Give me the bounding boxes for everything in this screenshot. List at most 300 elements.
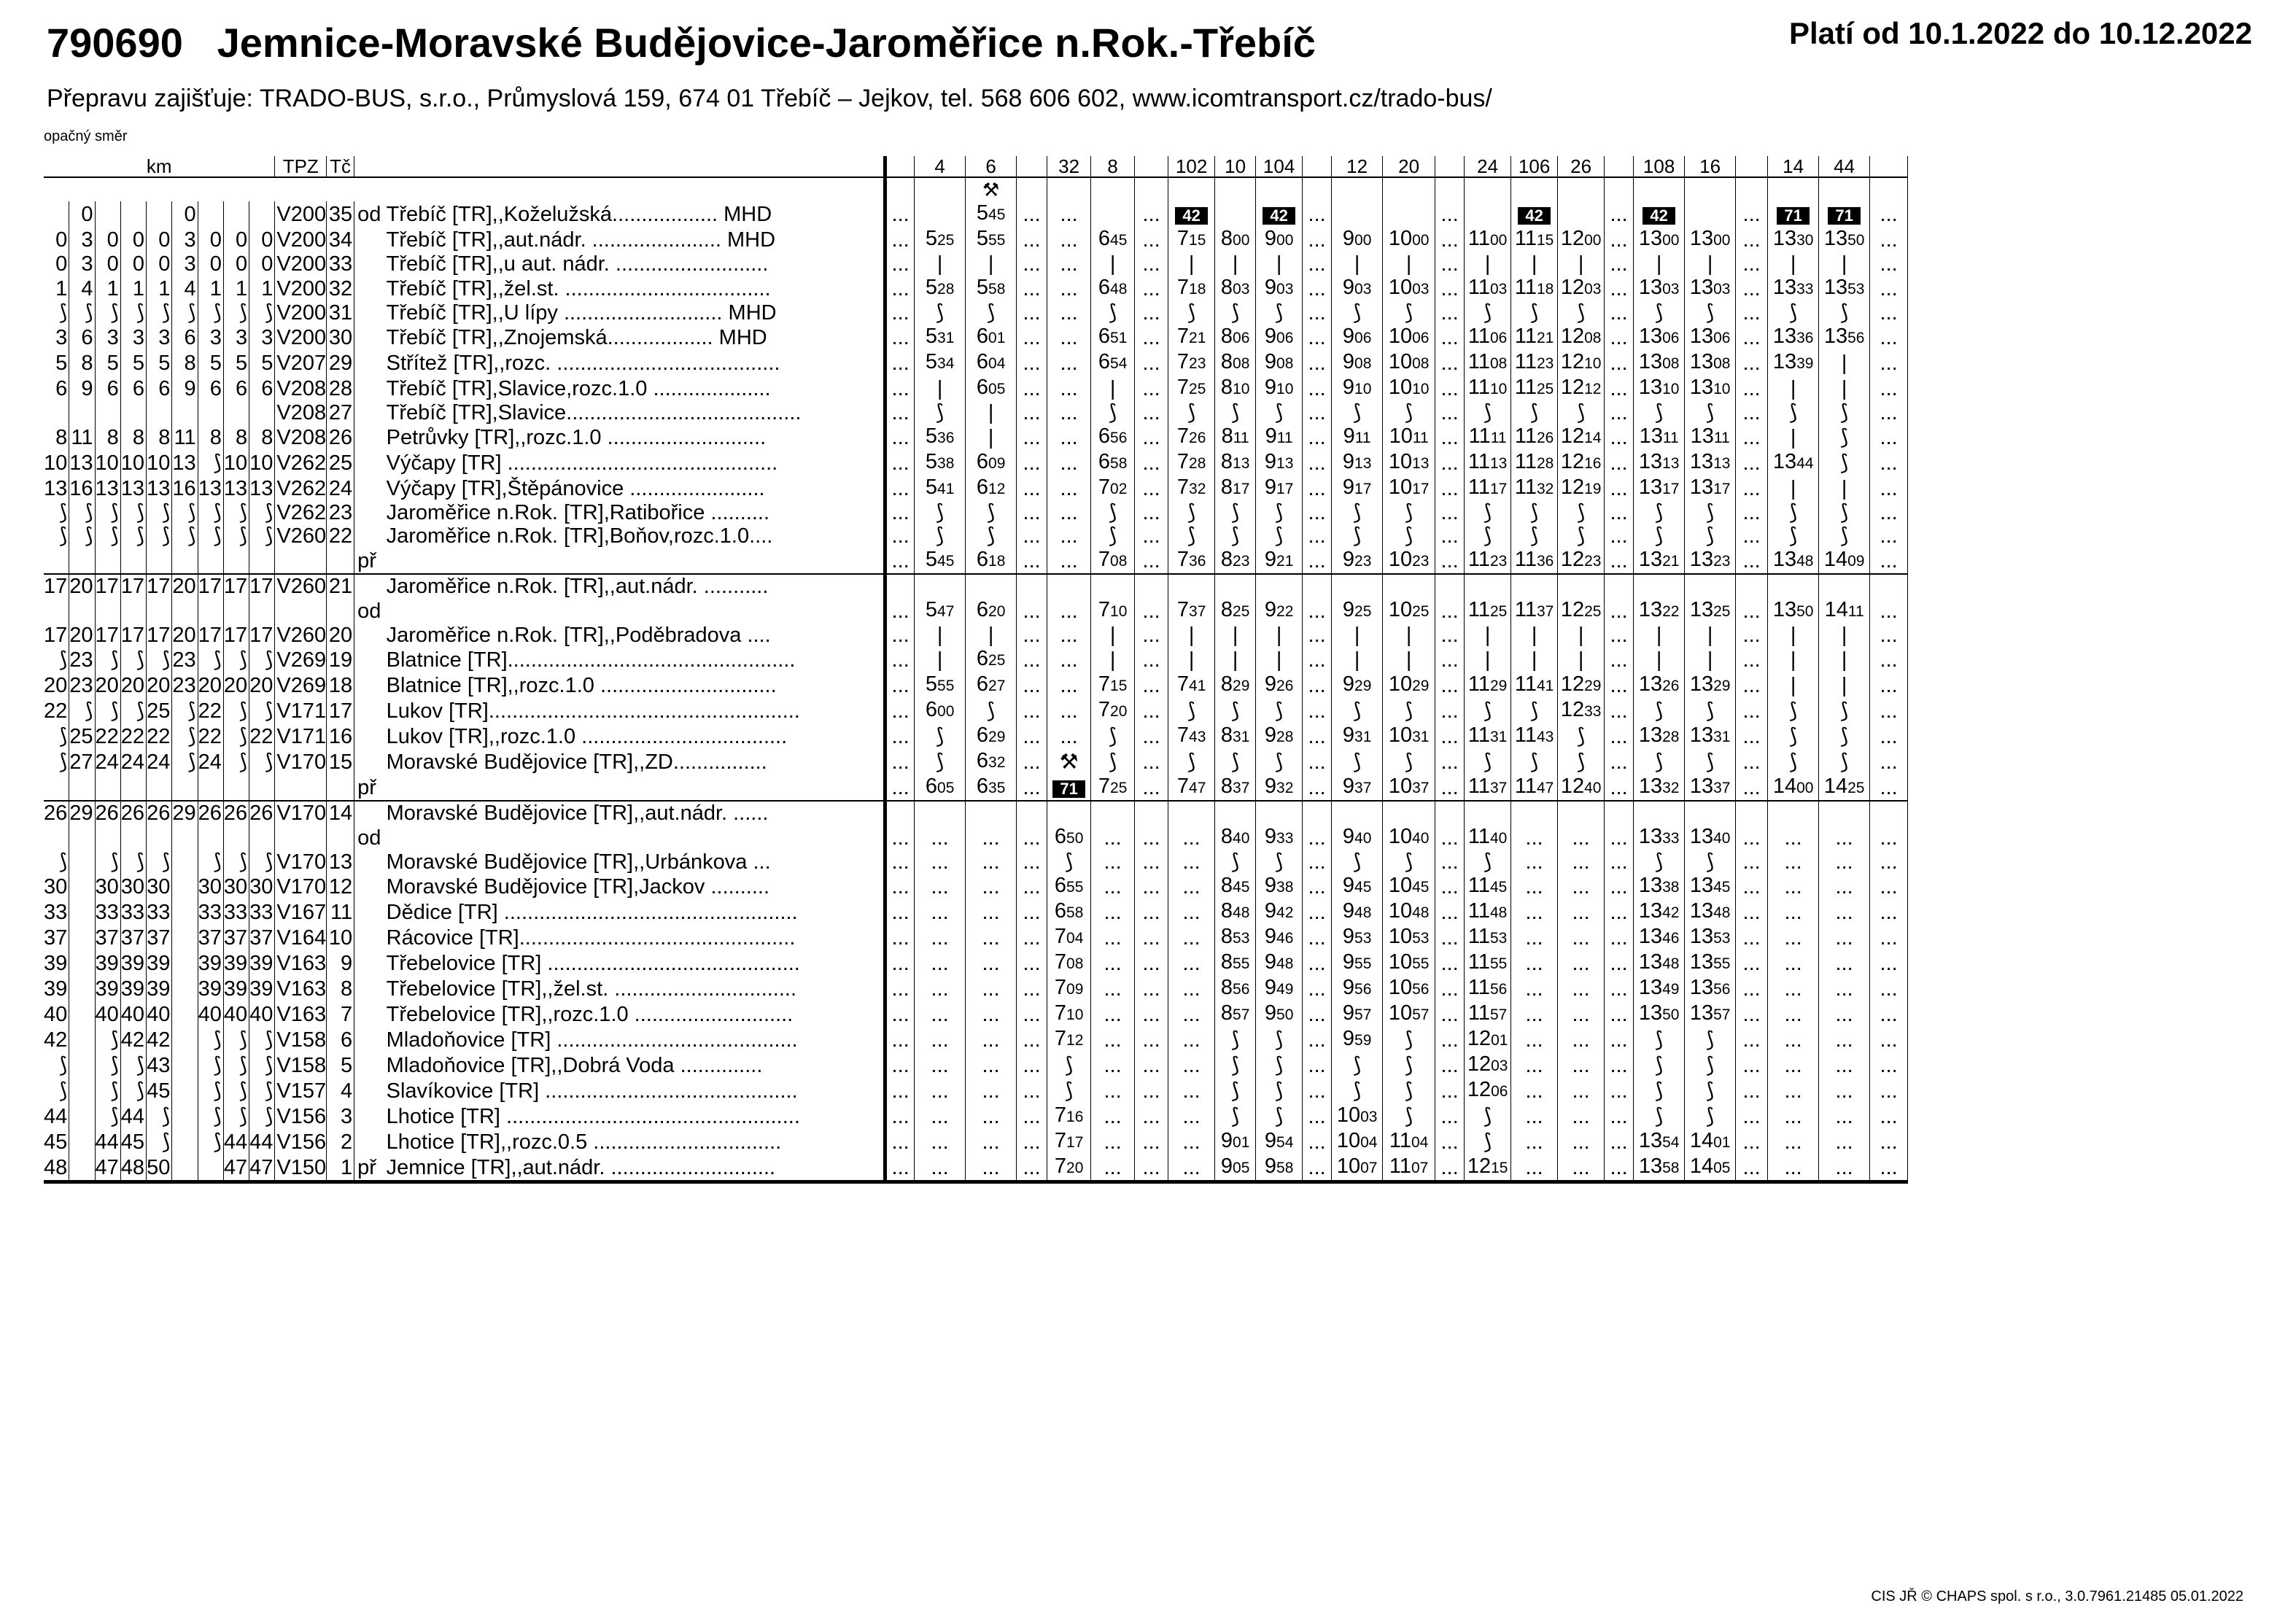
departure-time: ... (1819, 950, 1870, 976)
departure-time: ⟆ (1768, 749, 1819, 775)
departure-time: ... (1435, 976, 1465, 1001)
km-value: 23 (69, 672, 95, 698)
departure-time: ... (1091, 874, 1135, 899)
departure-time: 900 (1256, 227, 1303, 252)
departure-time: 1111 (1465, 424, 1511, 450)
departure-time: ... (1017, 325, 1047, 350)
departure-time: | (1634, 624, 1685, 647)
departure-time: ... (1870, 1155, 1908, 1182)
stop-index: 35 (327, 201, 354, 227)
departure-time: | (1819, 624, 1870, 647)
departure-time: ... (1303, 301, 1332, 325)
departure-time: | (1819, 647, 1870, 672)
trip-symbol (1303, 177, 1332, 201)
trip-number (885, 156, 915, 177)
departure-time: ... (1435, 376, 1465, 401)
stop-row (44, 1027, 1908, 1052)
km-value: 39 (223, 950, 249, 976)
km-value: 10 (147, 450, 172, 476)
stop-row (44, 1103, 1908, 1129)
km-value: ⟆ (223, 850, 249, 874)
departure-time: ... (1435, 1129, 1465, 1155)
departure-time: ... (1047, 227, 1091, 252)
trip-symbol (1215, 177, 1256, 201)
km-value: 17 (198, 574, 223, 598)
departure-time: ... (1303, 647, 1332, 672)
km-value: 4 (172, 276, 198, 301)
km-value: 0 (44, 252, 69, 276)
departure-time: ... (915, 899, 966, 925)
departure-time: ... (1303, 775, 1332, 801)
departure-time: 627 (966, 672, 1017, 698)
departure-time: ... (1605, 850, 1634, 874)
departure-time (1091, 201, 1135, 227)
timetable (44, 156, 1908, 1184)
departure-time: 1219 (1558, 476, 1605, 501)
departure-time: ... (966, 1155, 1017, 1182)
departure-time: ... (885, 1078, 915, 1103)
departure-time: 1321 (1634, 548, 1685, 574)
km-value: 17 (198, 624, 223, 647)
departure-time: 725 (1091, 775, 1135, 801)
tpz-code: V158 (275, 1052, 327, 1078)
km-value: ⟆ (223, 301, 249, 325)
departure-time: | (1511, 624, 1558, 647)
departure-time: 950 (1256, 1001, 1303, 1027)
departure-time: | (1332, 624, 1383, 647)
km-value: 6 (95, 376, 120, 401)
departure-time (1558, 801, 1605, 825)
km-value: 20 (147, 672, 172, 698)
km-value (69, 548, 95, 574)
tpz-code: V170 (275, 801, 327, 825)
trip-number: 8 (1091, 156, 1135, 177)
departure-time: ... (885, 647, 915, 672)
tpz-code: V208 (275, 424, 327, 450)
departure-time: ⟆ (1215, 401, 1256, 424)
departure-time: | (915, 252, 966, 276)
departure-time: 1313 (1634, 450, 1685, 476)
km-value: ⟆ (95, 1027, 120, 1052)
km-value: 43 (147, 1052, 172, 1078)
departure-time: 726 (1168, 424, 1215, 450)
departure-time: ... (1017, 698, 1047, 723)
km-value: 17 (95, 574, 120, 598)
km-value: 0 (120, 227, 146, 252)
departure-time: ... (1736, 1103, 1768, 1129)
departure-time: ⟆ (1558, 401, 1605, 424)
departure-time (1091, 574, 1135, 598)
km-value (198, 401, 223, 424)
departure-time: ⟆ (1168, 524, 1215, 548)
departure-time: ... (1017, 825, 1047, 850)
departure-time: ... (1435, 227, 1465, 252)
km-value (223, 825, 249, 850)
km-value (249, 201, 275, 227)
km-value (198, 548, 223, 574)
departure-time (1605, 801, 1634, 825)
departure-time: ... (1870, 227, 1908, 252)
tpz-code: V200 (275, 301, 327, 325)
departure-time: ... (1017, 1129, 1047, 1155)
departure-time: 741 (1168, 672, 1215, 698)
km-value: 13 (69, 450, 95, 476)
departure-time: ... (1435, 723, 1465, 749)
departure-time (1017, 574, 1047, 598)
km-value (69, 1155, 95, 1182)
departure-time: ... (1768, 825, 1819, 850)
tpz-code: V200 (275, 276, 327, 301)
km-value: 0 (69, 201, 95, 227)
departure-time: ... (966, 1129, 1017, 1155)
stop-name (384, 548, 885, 574)
departure-time: ... (1768, 874, 1819, 899)
departure-time: 1356 (1819, 325, 1870, 350)
tpz-code: V170 (275, 749, 327, 775)
km-value: 45 (120, 1129, 146, 1155)
km-value (147, 598, 172, 624)
departure-time: ... (1017, 672, 1047, 698)
departure-time: ⟆ (1685, 749, 1736, 775)
departure-time: ... (1047, 401, 1091, 424)
km-value: ⟆ (249, 1078, 275, 1103)
departure-time: ... (885, 925, 915, 950)
arr-dep-marker (354, 401, 384, 424)
departure-time: ... (915, 825, 966, 850)
departure-time: 1136 (1511, 548, 1558, 574)
departure-time: 1215 (1465, 1155, 1511, 1182)
departure-time: ... (1303, 672, 1332, 698)
trip-symbol (1091, 177, 1135, 201)
departure-time: ⟆ (1091, 501, 1135, 524)
departure-time: ... (1605, 201, 1634, 227)
departure-time: ... (1303, 450, 1332, 476)
departure-time: ... (915, 874, 966, 899)
km-value: ⟆ (223, 723, 249, 749)
km-value: 39 (198, 976, 223, 1001)
departure-time: ... (1017, 201, 1047, 227)
departure-time: ... (966, 1027, 1017, 1052)
departure-time: ... (1870, 624, 1908, 647)
departure-time: ... (1870, 201, 1908, 227)
km-value: ⟆ (172, 301, 198, 325)
departure-time: ⟆ (1332, 524, 1383, 548)
stop-index: 7 (327, 1001, 354, 1027)
departure-time: ... (1135, 252, 1168, 276)
departure-time: 829 (1215, 672, 1256, 698)
trip-number: 12 (1332, 156, 1383, 177)
km-value: 1 (95, 276, 120, 301)
km-value: ⟆ (95, 647, 120, 672)
departure-time: ⟆ (1819, 698, 1870, 723)
departure-time (1215, 801, 1256, 825)
departure-time: 1323 (1685, 548, 1736, 574)
departure-time: ... (915, 850, 966, 874)
departure-time: ... (1017, 723, 1047, 749)
km-value: 33 (249, 899, 275, 925)
departure-time: ... (1511, 1103, 1558, 1129)
departure-time: ⟆ (1091, 723, 1135, 749)
km-value (95, 598, 120, 624)
tpz-code: V260 (275, 524, 327, 548)
km-value: 8 (44, 424, 69, 450)
km-value (44, 401, 69, 424)
departure-time: ... (1736, 301, 1768, 325)
departure-time: ... (1047, 647, 1091, 672)
departure-time: ... (1736, 450, 1768, 476)
departure-time: ... (1168, 1103, 1215, 1129)
km-value: 20 (69, 624, 95, 647)
km-value: 39 (120, 950, 146, 976)
departure-time: 1332 (1634, 775, 1685, 801)
departure-time: 1355 (1685, 950, 1736, 976)
departure-time: ... (1017, 524, 1047, 548)
departure-time: ⟆ (1256, 1052, 1303, 1078)
km-value (172, 1052, 198, 1078)
departure-time: ... (915, 1129, 966, 1155)
km-value (172, 850, 198, 874)
km-value: 0 (223, 227, 249, 252)
km-value: 5 (198, 350, 223, 376)
stop-index: 23 (327, 501, 354, 524)
departure-time: | (1819, 252, 1870, 276)
departure-time: ... (1135, 899, 1168, 925)
km-value: ⟆ (223, 698, 249, 723)
km-value: 1 (147, 276, 172, 301)
departure-time: 958 (1256, 1155, 1303, 1182)
departure-time: ⟆ (1768, 723, 1819, 749)
departure-time: 658 (1047, 899, 1091, 925)
trip-symbol (1634, 177, 1685, 201)
km-value: 45 (44, 1129, 69, 1155)
km-value: 13 (120, 476, 146, 501)
departure-time: ... (1303, 350, 1332, 376)
departure-time: ... (1870, 1027, 1908, 1052)
departure-time: ... (1135, 723, 1168, 749)
departure-time: ... (1135, 1027, 1168, 1052)
departure-time: ... (1303, 476, 1332, 501)
departure-time: ⟆ (1215, 301, 1256, 325)
km-value (172, 1155, 198, 1182)
departure-time: ⟆ (1634, 698, 1685, 723)
departure-time (1047, 574, 1091, 598)
departure-time: ... (1047, 598, 1091, 624)
departure-time: 925 (1332, 598, 1383, 624)
departure-time: ... (885, 376, 915, 401)
departure-time: ⟆ (1685, 524, 1736, 548)
departure-time: 1344 (1768, 450, 1819, 476)
km-value: 9 (172, 376, 198, 401)
stop-index (327, 775, 354, 801)
departure-time: ... (915, 1001, 966, 1027)
departure-time: ... (1135, 376, 1168, 401)
departure-time: ... (1435, 1155, 1465, 1182)
trip-number: 16 (1685, 156, 1736, 177)
departure-time: 913 (1256, 450, 1303, 476)
departure-time: ... (1303, 723, 1332, 749)
departure-time: 558 (966, 276, 1017, 301)
km-value: ⟆ (120, 524, 146, 548)
departure-time: ... (1605, 899, 1634, 925)
km-value (69, 825, 95, 850)
departure-time: ... (1435, 899, 1465, 925)
stop-index: 25 (327, 450, 354, 476)
departure-time: 913 (1332, 450, 1383, 476)
departure-time: 1010 (1383, 376, 1435, 401)
departure-time: ⟆ (1383, 501, 1435, 524)
departure-time: ... (1736, 252, 1768, 276)
departure-time: ... (1605, 1052, 1634, 1078)
departure-time: | (1168, 252, 1215, 276)
departure-time: 743 (1168, 723, 1215, 749)
km-value: ⟆ (249, 1103, 275, 1129)
departure-time: ... (1091, 950, 1135, 976)
arr-dep-marker (354, 1001, 384, 1027)
departure-time: 1140 (1465, 825, 1511, 850)
departure-time: | (1511, 647, 1558, 672)
departure-time: 1346 (1634, 925, 1685, 950)
km-value: 44 (44, 1103, 69, 1129)
km-value: ⟆ (44, 301, 69, 325)
km-value: 24 (95, 749, 120, 775)
departure-time: ... (1870, 672, 1908, 698)
departure-time: | (1558, 252, 1605, 276)
departure-time (1685, 574, 1736, 598)
departure-time (966, 801, 1017, 825)
stop-index: 17 (327, 698, 354, 723)
departure-time: ... (1303, 749, 1332, 775)
departure-time: ⟆ (1465, 698, 1511, 723)
km-value: 37 (120, 925, 146, 950)
departure-time: 654 (1091, 350, 1135, 376)
departure-time: | (1332, 252, 1383, 276)
tpz-code: V200 (275, 201, 327, 227)
departure-time: ... (1736, 276, 1768, 301)
departure-time: ... (1870, 276, 1908, 301)
departure-time: 1310 (1634, 376, 1685, 401)
departure-time: 650 (1047, 825, 1091, 850)
departure-time: ... (1736, 227, 1768, 252)
departure-time: ⟆ (1256, 501, 1303, 524)
tpz-code: V262 (275, 476, 327, 501)
km-value (172, 1027, 198, 1052)
departure-time: ... (885, 201, 915, 227)
departure-time: 1031 (1383, 723, 1435, 749)
departure-time: ... (915, 1155, 966, 1182)
km-value: 37 (44, 925, 69, 950)
arr-dep-marker (354, 1103, 384, 1129)
km-value: 0 (120, 252, 146, 276)
departure-time: ... (1017, 775, 1047, 801)
tpz-code (275, 775, 327, 801)
stop-index: 15 (327, 749, 354, 775)
departure-time: ... (885, 825, 915, 850)
trip-number: 102 (1168, 156, 1215, 177)
departure-time: ... (1558, 976, 1605, 1001)
departure-time: ... (1303, 950, 1332, 976)
km-value (223, 775, 249, 801)
departure-time: 1029 (1383, 672, 1435, 698)
km-value (249, 825, 275, 850)
departure-time: ⟆ (1511, 524, 1558, 548)
departure-time: ⟆ (1256, 1078, 1303, 1103)
km-value (172, 950, 198, 976)
km-value: ⟆ (120, 301, 146, 325)
departure-time: ... (885, 548, 915, 574)
stop-name: Třebíč [TR],Slavice........................................ (384, 401, 885, 424)
departure-time: 1317 (1685, 476, 1736, 501)
tpz-code: V262 (275, 450, 327, 476)
departure-time: ... (885, 1052, 915, 1078)
departure-time: ... (1435, 401, 1465, 424)
departure-time: ... (1870, 548, 1908, 574)
departure-time: ... (1303, 1129, 1332, 1155)
tpz-code: V164 (275, 925, 327, 950)
departure-time: ... (1135, 424, 1168, 450)
departure-time: ... (1135, 950, 1168, 976)
stop-row (44, 325, 1908, 350)
departure-time: 811 (1215, 424, 1256, 450)
departure-time: 921 (1256, 548, 1303, 574)
departure-time: 536 (915, 424, 966, 450)
departure-time: ... (1303, 825, 1332, 850)
trip-symbol (1017, 177, 1047, 201)
departure-time: ... (966, 1001, 1017, 1027)
departure-time: ... (1091, 1001, 1135, 1027)
km-value: 5 (223, 350, 249, 376)
departure-time: 1048 (1383, 899, 1435, 925)
departure-time: ... (1017, 850, 1047, 874)
departure-time: ... (1605, 301, 1634, 325)
departure-time: 720 (1091, 698, 1135, 723)
departure-time: 42 (1168, 201, 1215, 227)
km-value: 17 (120, 574, 146, 598)
departure-time: 528 (915, 276, 966, 301)
km-value: 22 (198, 698, 223, 723)
stop-index: 5 (327, 1052, 354, 1078)
departure-time: ... (1605, 252, 1634, 276)
departure-time: 1300 (1685, 227, 1736, 252)
departure-time: ... (1736, 524, 1768, 548)
departure-time: 629 (966, 723, 1017, 749)
departure-time: 945 (1332, 874, 1383, 899)
arr-dep-marker (354, 574, 384, 598)
departure-time: ... (966, 825, 1017, 850)
departure-time: ... (1047, 376, 1091, 401)
km-value (120, 201, 146, 227)
departure-time: ⟆ (1558, 501, 1605, 524)
trip-symbol (1168, 177, 1215, 201)
departure-time: ... (1736, 501, 1768, 524)
departure-time: ... (1435, 301, 1465, 325)
km-value (69, 1078, 95, 1103)
departure-time: 1143 (1511, 723, 1558, 749)
trip-number (1303, 156, 1332, 177)
km-value: 44 (249, 1129, 275, 1155)
km-value: ⟆ (198, 1129, 223, 1155)
arr-dep-marker (354, 376, 384, 401)
km-value: ⟆ (44, 850, 69, 874)
departure-time: ⟆ (1332, 301, 1383, 325)
departure-time: ... (1017, 976, 1047, 1001)
trip-symbol (1465, 177, 1511, 201)
stop-row (44, 252, 1908, 276)
departure-time: ... (1558, 1052, 1605, 1078)
departure-time (1634, 801, 1685, 825)
km-value: 30 (44, 874, 69, 899)
stop-row (44, 850, 1908, 874)
departure-time: ⟆ (1215, 698, 1256, 723)
